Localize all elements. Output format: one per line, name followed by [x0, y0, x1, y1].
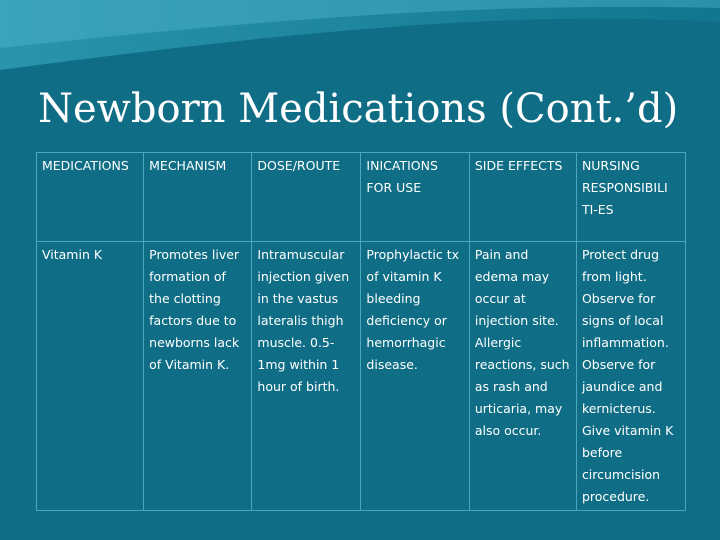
header-mechanism: MECHANISM — [144, 153, 252, 242]
cell-nursing: Protect drug from light. Observe for signs of local inflammation. Observe for jaundice and kernicterus. Give vitamin K before circumcision procedure. — [576, 242, 685, 511]
cell-indications: Prophylactic tx of vitamin K bleeding deficiency or hemorrhagic disease. — [361, 242, 469, 511]
cell-mechanism: Promotes liver formation of the clotting factors due to newborns lack of Vitamin K. — [144, 242, 252, 511]
header-indications: INICATIONS FOR USE — [361, 153, 469, 242]
header-nursing: NURSING RESPONSIBILI TI-ES — [576, 153, 685, 242]
header-side-effects: SIDE EFFECTS — [469, 153, 576, 242]
cell-medication: Vitamin K — [37, 242, 144, 511]
cell-dose-route: Intramuscular injection given in the vastus lateralis thigh muscle. 0.5-1mg within 1 hour of birth. — [252, 242, 361, 511]
medication-table — [36, 152, 686, 511]
decorative-swoosh — [0, 0, 720, 80]
cell-side-effects: Pain and edema may occur at injection site. Allergic reactions, such as rash and urticaria, may also occur. — [469, 242, 576, 511]
header-dose-route: DOSE/ROUTE — [252, 153, 361, 242]
slide-title: Newborn Medications (Cont.’d) — [38, 86, 679, 132]
header-medications: MEDICATIONS — [37, 153, 144, 242]
table-row — [37, 242, 686, 511]
table-header-row — [37, 153, 686, 242]
